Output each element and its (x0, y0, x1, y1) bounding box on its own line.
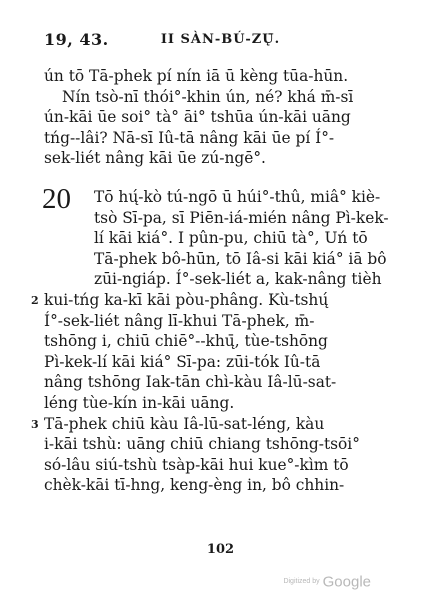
google-logo: Google (322, 573, 371, 591)
book-title: II SÀN-BÚ-ZŲ̄. (160, 32, 281, 47)
text-line: ún tō Tā-phek pí nín iā ū kèng tūa-hūn. (44, 67, 349, 85)
verse-number: 3 (31, 417, 39, 431)
text-line: Tā-phek bô-hūn, tō Iâ-si kāi kiá° iā bô (94, 249, 387, 268)
text-line: Nín tsò-nī thói°-khin ún, né? khá m̄-sī (62, 87, 354, 106)
text-line: zūi-ngiáp. Í°-sek-liét a, kak-nâng tièh (94, 270, 382, 289)
text-line: ún-kāi ūe soi° tà° āi° tshūa ún-kāi uāng (44, 108, 351, 127)
verse-section (31, 414, 401, 496)
text-line: Tō hų́-kò tú-ngō ū húi°-thû, miâ° kiè- (94, 187, 381, 206)
text-line: sek-liét nâng kāi ūe zú-ngē°. (44, 149, 266, 168)
chapter-number: 20 (42, 182, 71, 215)
page-number: 102 (206, 542, 235, 557)
text-line: kui-tńg ka-kī kāi pòu-phâng. Kù-tshų́ (44, 290, 329, 309)
page-body (31, 66, 401, 496)
text-line: Tā-phek chiū kàu Iâ-lū-sat-léng, kàu (44, 414, 325, 433)
running-header (44, 30, 397, 52)
text-line: nâng tshōng Iak-tān chì-kàu Iâ-lū-sat- (44, 373, 337, 392)
text-line: tńg--lâi? Nā-sī Iû-tā nâng kāi ūe pí Í°- (44, 128, 335, 147)
text-line: tshōng i, chiū chiē°--khų̄, tùe-tshōng (44, 332, 328, 351)
verse-number: 2 (31, 293, 39, 307)
digitized-watermark (283, 573, 371, 591)
chapter-section (42, 182, 401, 290)
verse-section (31, 290, 401, 414)
text-line: tsò Sī-pa, sī Piēn-iá-mién nâng Pì-kek- (94, 208, 389, 227)
text-line: i-kāi tshù: uāng chiū chiang tshōng-tsōi° (44, 435, 360, 454)
text-line: léng tùe-kín in-kāi uāng. (44, 393, 235, 412)
paragraph-continuation (44, 66, 401, 169)
text-line: chèk-kāi tī-hng, keng-èng in, bô chhin- (44, 476, 345, 495)
text-line: lí kāi kiá°. I pûn-pu, chiū tà°, Uń tō (94, 229, 368, 248)
chapter-verse-reference: 19, 43. (44, 30, 109, 49)
text-line: Í°-sek-liét nâng lī-khui Tā-phek, m̄- (44, 311, 315, 330)
text-line: só-lâu siú-tshù tsàp-kāi hui kue°-kìm tō (44, 455, 349, 474)
watermark-caption: Digitized by (283, 578, 320, 586)
text-line: Pì-kek-lí kāi kiá° Sī-pa: zūi-tók Iû-tā (44, 352, 321, 371)
